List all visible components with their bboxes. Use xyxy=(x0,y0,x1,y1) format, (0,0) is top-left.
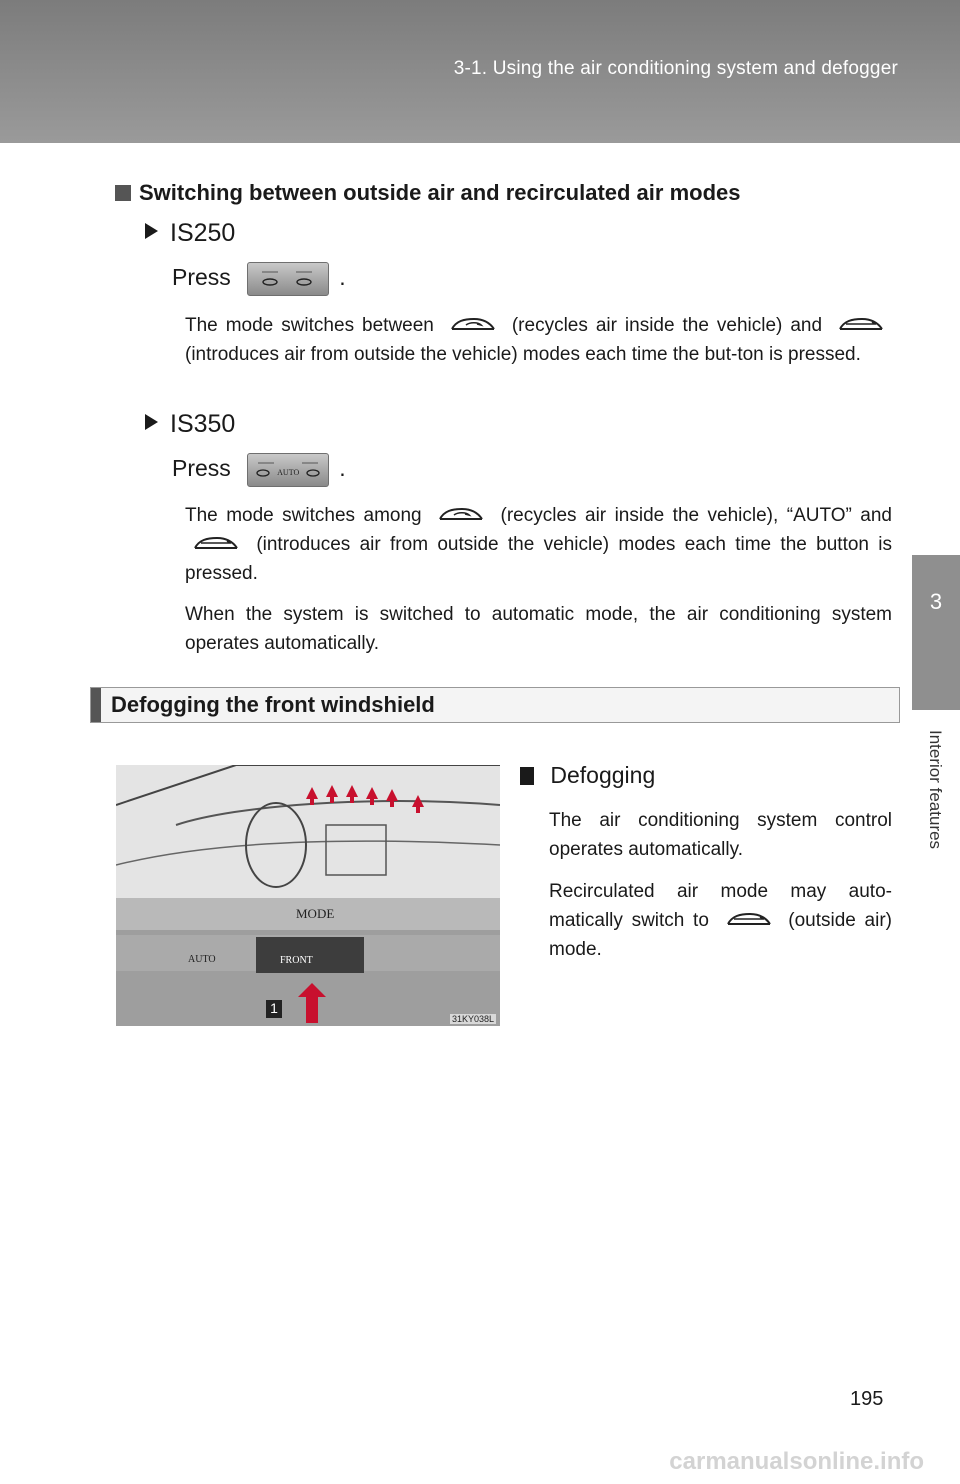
recirculated-air-icon xyxy=(448,315,498,335)
chapter-tab xyxy=(912,555,960,710)
press-label: Press xyxy=(172,264,231,291)
press-period: . xyxy=(339,264,346,291)
chapter-label-container xyxy=(920,730,950,930)
model-is350-label: IS350 xyxy=(170,410,236,438)
defog-section-title: Defogging the front windshield xyxy=(111,692,435,717)
square-bullet-icon xyxy=(115,185,131,201)
press-period: . xyxy=(339,455,346,482)
auto-button-label: AUTO xyxy=(277,468,300,477)
defogging-item xyxy=(520,762,655,789)
chapter-label: Interior features xyxy=(926,730,945,850)
is250-description xyxy=(185,311,892,369)
page-header xyxy=(0,0,960,143)
outside-air-icon xyxy=(191,534,241,554)
photo-auto-label: AUTO xyxy=(188,954,216,965)
triangle-bullet-icon xyxy=(145,414,158,430)
is350-automatic-note: When the system is switched to automatic mode, the air conditioning system operates automatically. xyxy=(185,604,892,654)
is350-description xyxy=(185,501,892,588)
is250-text-a: The mode switches between xyxy=(185,315,434,336)
dashboard-photo xyxy=(116,765,500,1026)
is250-text-b: (recycles air inside the vehicle) and xyxy=(511,315,823,336)
recirculated-air-icon xyxy=(436,505,486,525)
number-badge-icon xyxy=(520,767,534,785)
watermark: carmanualsonline.info xyxy=(669,1448,924,1475)
is350-text-c: (introduces air from outside the vehicle) modes each time the button is pressed. xyxy=(185,534,893,584)
triangle-bullet-icon xyxy=(145,223,158,239)
photo-mode-label: MODE xyxy=(296,906,335,921)
defog-section-bar xyxy=(90,687,900,723)
photo-code: 31KY038L xyxy=(451,1014,494,1024)
press-label: Press xyxy=(172,455,231,482)
outside-air-icon xyxy=(724,910,774,930)
is250-text-c: (introduces air from outside the vehicle) modes each time the but-ton is pressed. xyxy=(185,344,861,365)
dashboard-illustration xyxy=(116,765,500,1026)
defogging-item-title: Defogging xyxy=(550,762,656,788)
model-is250-label: IS250 xyxy=(170,219,236,247)
model-is250 xyxy=(145,219,235,248)
chapter-number: 3 xyxy=(929,589,943,614)
press-is350 xyxy=(172,453,346,487)
section-heading xyxy=(115,180,741,206)
is350-text-b: (recycles air inside the vehicle), “AUTO” and xyxy=(500,505,892,526)
photo-front-label: FRONT xyxy=(280,955,313,966)
recirc-button-is250-icon xyxy=(247,262,329,296)
bar-accent xyxy=(91,688,101,722)
model-is350 xyxy=(145,410,235,439)
press-is250 xyxy=(172,262,346,296)
is350-text-a: The mode switches among xyxy=(185,505,422,526)
header-title: 3-1. Using the air conditioning system and defogger xyxy=(453,58,898,79)
photo-callout-number: 1 xyxy=(270,1000,278,1016)
defog-outside-air-note xyxy=(549,877,892,964)
button-symbols-icon xyxy=(248,263,328,295)
recirc-auto-button-is350-icon xyxy=(247,453,329,487)
outside-air-icon xyxy=(836,315,886,335)
defog-note-text-b: (outside air) mode. xyxy=(549,910,892,960)
page-number: 195 xyxy=(850,1388,884,1410)
section-heading-text: Switching between outside air and recirculated air modes xyxy=(139,180,741,205)
defog-description: The air conditioning system control operates automatically. xyxy=(549,810,892,860)
defog-note-text-a: Recirculated air mode may auto-matically switch to xyxy=(549,881,892,931)
